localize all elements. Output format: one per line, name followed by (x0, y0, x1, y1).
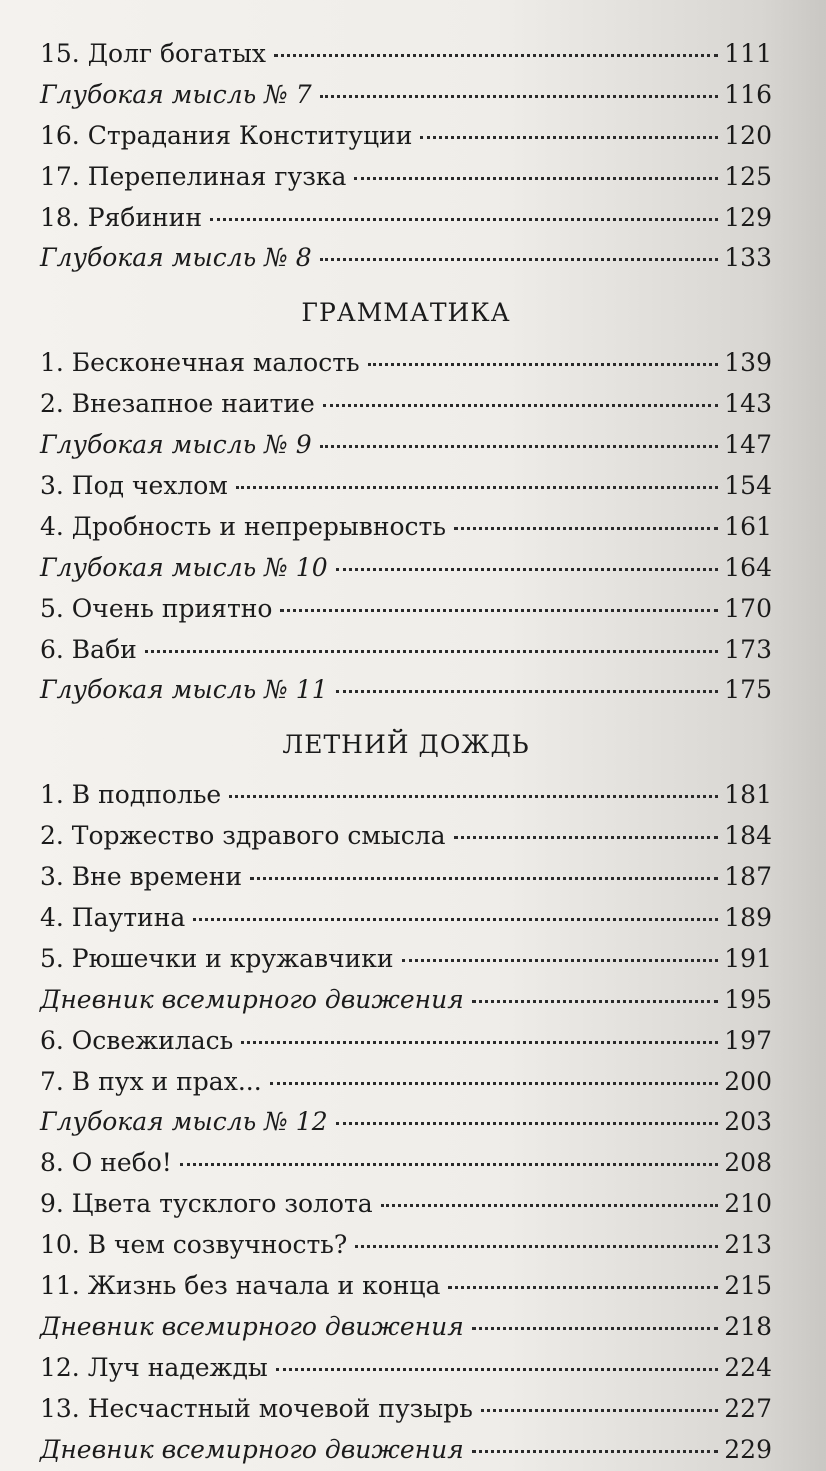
dot-leader (355, 1244, 718, 1248)
dot-leader (250, 876, 718, 880)
dot-leader (280, 608, 718, 612)
toc-entry (40, 980, 772, 1021)
dot-leader (336, 1121, 719, 1125)
toc-entry-page-number: 191 (724, 943, 772, 973)
toc-entry-page-number: 181 (724, 780, 772, 810)
toc-entry (40, 238, 772, 279)
toc-entry-page-number: 215 (724, 1271, 772, 1301)
dot-leader (336, 689, 719, 693)
toc-entry (40, 116, 772, 157)
toc-entry-page-number: 164 (724, 552, 772, 582)
toc-entry-page-number: 208 (724, 1148, 772, 1178)
toc-entry-page-number: 210 (724, 1189, 772, 1219)
toc-entry-page-number: 147 (724, 430, 772, 460)
dot-leader (472, 1449, 719, 1453)
toc-entry (40, 775, 772, 816)
dot-leader (368, 362, 719, 366)
toc-entry (40, 898, 772, 939)
dot-leader (354, 176, 718, 180)
dot-leader (448, 1285, 718, 1289)
toc-entry-title: 16. Страдания Конституции (40, 120, 413, 150)
toc-entry-page-number: 161 (724, 511, 772, 541)
toc-entry-title: 18. Рябинин (40, 202, 202, 232)
table-of-contents (40, 34, 772, 1471)
toc-entry-page-number: 224 (724, 1352, 772, 1382)
toc-entry-title: 8. О небо! (40, 1148, 172, 1178)
dot-leader (210, 217, 718, 221)
toc-entry (40, 1348, 772, 1389)
toc-entry-title: 15. Долг богатых (40, 39, 266, 68)
toc-entry-page-number: 111 (724, 39, 772, 68)
toc-entry (40, 939, 772, 980)
toc-entry-title: 2. Торжество здравого смысла (40, 821, 446, 851)
toc-entry-page-number: 125 (724, 161, 772, 191)
toc-entry-title: 3. Вне времени (40, 862, 243, 892)
toc-entry-title: 5. Очень приятно (40, 593, 273, 623)
toc-entry-title: Глубокая мысль № 10 (40, 552, 328, 582)
toc-entry-page-number: 203 (724, 1107, 772, 1137)
toc-entry (40, 157, 772, 198)
toc-entry-title: 1. В подполье (40, 780, 222, 810)
toc-entry-title: Дневник всемирного движения (40, 984, 464, 1014)
toc-entry (40, 630, 772, 671)
toc-entry (40, 34, 772, 75)
toc-entry-title: 2. Внезапное наитие (40, 389, 315, 419)
toc-entry (40, 1430, 772, 1471)
toc-entry-page-number: 187 (724, 862, 772, 892)
dot-leader (320, 94, 719, 98)
toc-entry (40, 670, 772, 711)
toc-entry (40, 589, 772, 630)
toc-entry-page-number: 120 (724, 120, 772, 150)
toc-entry-title: 13. Несчастный мочевой пузырь (40, 1393, 473, 1423)
toc-entry-page-number: 173 (724, 634, 772, 664)
dot-leader (320, 444, 719, 448)
dot-leader (472, 999, 719, 1003)
toc-entry (40, 1389, 772, 1430)
toc-entry-title: Глубокая мысль № 12 (40, 1107, 328, 1137)
toc-entry (40, 75, 772, 116)
toc-entry (40, 1102, 772, 1143)
toc-entry-title: 17. Перепелиная гузка (40, 161, 347, 191)
toc-entry-page-number: 227 (724, 1393, 772, 1423)
toc-entry-title: 12. Луч надежды (40, 1352, 268, 1382)
toc-entry-page-number: 200 (724, 1066, 772, 1096)
dot-leader (241, 1040, 718, 1044)
toc-entry-title: Глубокая мысль № 7 (40, 79, 312, 109)
dot-leader (236, 485, 718, 489)
toc-entry-page-number: 189 (724, 903, 772, 933)
toc-entry (40, 1225, 772, 1266)
dot-leader (180, 1162, 718, 1166)
toc-entry-page-number: 213 (724, 1230, 772, 1260)
dot-leader (270, 1081, 719, 1085)
toc-entry (40, 198, 772, 239)
toc-entry (40, 857, 772, 898)
toc-entry (40, 1143, 772, 1184)
toc-entry-page-number: 175 (724, 675, 772, 705)
dot-leader (320, 257, 719, 261)
dot-leader (402, 958, 719, 962)
toc-entry-title: 11. Жизнь без начала и конца (40, 1271, 441, 1301)
dot-leader (323, 403, 718, 407)
toc-entry (40, 816, 772, 857)
toc-entry-page-number: 229 (724, 1434, 772, 1464)
toc-entry-page-number: 195 (724, 984, 772, 1014)
toc-entry (40, 384, 772, 425)
toc-entry (40, 466, 772, 507)
toc-entry-title: Глубокая мысль № 8 (40, 243, 312, 273)
toc-entry-page-number: 129 (724, 202, 772, 232)
dot-leader (276, 1367, 718, 1371)
toc-entry-title: 1. Бесконечная малость (40, 348, 360, 378)
toc-entry-title: 7. В пух и прах... (40, 1066, 262, 1096)
toc-entry-page-number: 197 (724, 1025, 772, 1055)
toc-entry-title: Глубокая мысль № 11 (40, 675, 328, 705)
toc-entry-title: 5. Рюшечки и кружавчики (40, 943, 394, 973)
section-heading: ЛЕТНИЙ ДОЖДЬ (282, 730, 530, 760)
toc-entry-page-number: 154 (724, 471, 772, 501)
toc-entry-title: 3. Под чехлом (40, 471, 228, 501)
dot-leader (381, 1203, 719, 1207)
dot-leader (336, 567, 719, 571)
toc-entry-page-number: 116 (724, 79, 772, 109)
toc-entry (40, 1266, 772, 1307)
toc-entry-title: 4. Дробность и непрерывность (40, 511, 446, 541)
toc-entry (40, 1184, 772, 1225)
toc-entry (40, 548, 772, 589)
dot-leader (193, 917, 718, 921)
toc-entry-title: 10. В чем созвучность? (40, 1230, 348, 1260)
dot-leader (274, 53, 718, 57)
dot-leader (472, 1326, 719, 1330)
section-heading: ГРАММАТИКА (301, 298, 511, 328)
toc-entry-title: Дневник всемирного движения (40, 1434, 464, 1464)
toc-entry-page-number: 133 (724, 243, 772, 273)
toc-entry (40, 343, 772, 384)
toc-entry (40, 507, 772, 548)
toc-entry-page-number: 170 (724, 593, 772, 623)
toc-entry (40, 425, 772, 466)
dot-leader (229, 794, 718, 798)
dot-leader (454, 526, 718, 530)
toc-entry-title: 6. Освежилась (40, 1025, 234, 1055)
toc-entry-title: 9. Цвета тусклого золота (40, 1189, 373, 1219)
toc-entry-page-number: 143 (724, 389, 772, 419)
toc-entry-page-number: 218 (724, 1311, 772, 1341)
dot-leader (145, 649, 718, 653)
toc-entry-page-number: 139 (724, 348, 772, 378)
toc-entry-page-number: 184 (724, 821, 772, 851)
toc-entry (40, 1307, 772, 1348)
toc-entry-title: Дневник всемирного движения (40, 1311, 464, 1341)
toc-entry-title: 4. Паутина (40, 903, 186, 933)
toc-entry-title: Глубокая мысль № 9 (40, 430, 312, 460)
dot-leader (481, 1408, 718, 1412)
dot-leader (420, 135, 718, 139)
dot-leader (454, 835, 719, 839)
toc-entry-title: 6. Ваби (40, 634, 137, 664)
toc-entry (40, 1021, 772, 1062)
toc-entry (40, 1062, 772, 1103)
